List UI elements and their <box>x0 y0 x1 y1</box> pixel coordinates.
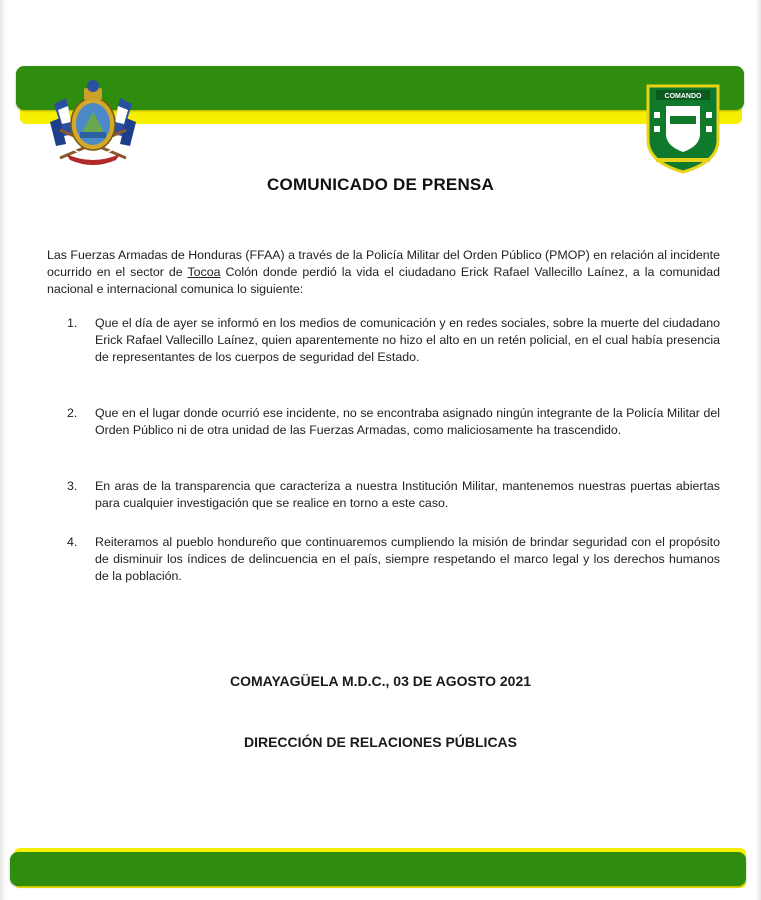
list-item-number: 3. <box>67 479 78 493</box>
intro-text-start: Las Fuerzas Armadas de Honduras (FFAA) a través de la Policía Militar del Orden Público (PMOP) en relación al incidente ocurrido en el sector de <box>47 248 720 279</box>
place-date-line: COMAYAGÜELA M.D.C., 03 DE AGOSTO 2021 <box>229 673 532 689</box>
intro-text-end: Colón donde perdió la vida el ciudadano Erick Rafael Vallecillo Laínez, a la comunidad nacional e internacional comunica lo siguiente: <box>47 265 721 296</box>
page-left-shadow <box>0 0 6 900</box>
list-item <box>67 315 720 366</box>
footer-band-green <box>10 852 746 886</box>
list-item-number: 2. <box>67 406 78 420</box>
badge-label: COMANDO <box>664 93 702 100</box>
list-item-text: Que el día de ayer se informó en los medios de comunicación y en redes sociales, sobre la muerte del ciudadano Erick Rafael Vallecillo Laínez, quien aparentemente no hizo el alto en un retén policial, en el cual había presencia de representantes de los cuerpos de seguridad del Estado. <box>95 316 720 364</box>
list-item <box>67 478 720 512</box>
list-item <box>67 534 720 585</box>
list-item-number: 4. <box>67 535 78 549</box>
comando-badge-icon <box>644 82 722 174</box>
list-item-text: Reiteramos al pueblo hondureño que continuaremos cumpliendo la misión de brindar seguridad con el propósito de disminuir los índices de delincuencia en el país, siempre respetando el marco legal y los derechos humanos de la población. <box>95 535 720 583</box>
page-title: COMUNICADO DE PRENSA <box>267 175 494 194</box>
ffaa-emblem-icon <box>44 74 142 168</box>
intro-underlined-place: Tocoa <box>187 265 221 279</box>
intro-paragraph <box>47 247 720 298</box>
list-item-number: 1. <box>67 316 78 330</box>
list-item-text: Que en el lugar donde ocurrió ese incidente, no se encontraba asignado ningún integrante de la Policía Militar del Orden Público ni de otra unidad de las Fuerzas Armadas, como maliciosamente ha trascendido. <box>95 406 720 437</box>
list-item-text: En aras de la transparencia que caracteriza a nuestra Institución Militar, mantenemos nuestras puertas abiertas para cualquier investigación que se realice en torno a este caso. <box>95 479 720 510</box>
issuing-office: DIRECCIÓN DE RELACIONES PÚBLICAS <box>243 734 518 750</box>
page-right-shadow <box>755 0 761 900</box>
list-item <box>67 405 720 439</box>
